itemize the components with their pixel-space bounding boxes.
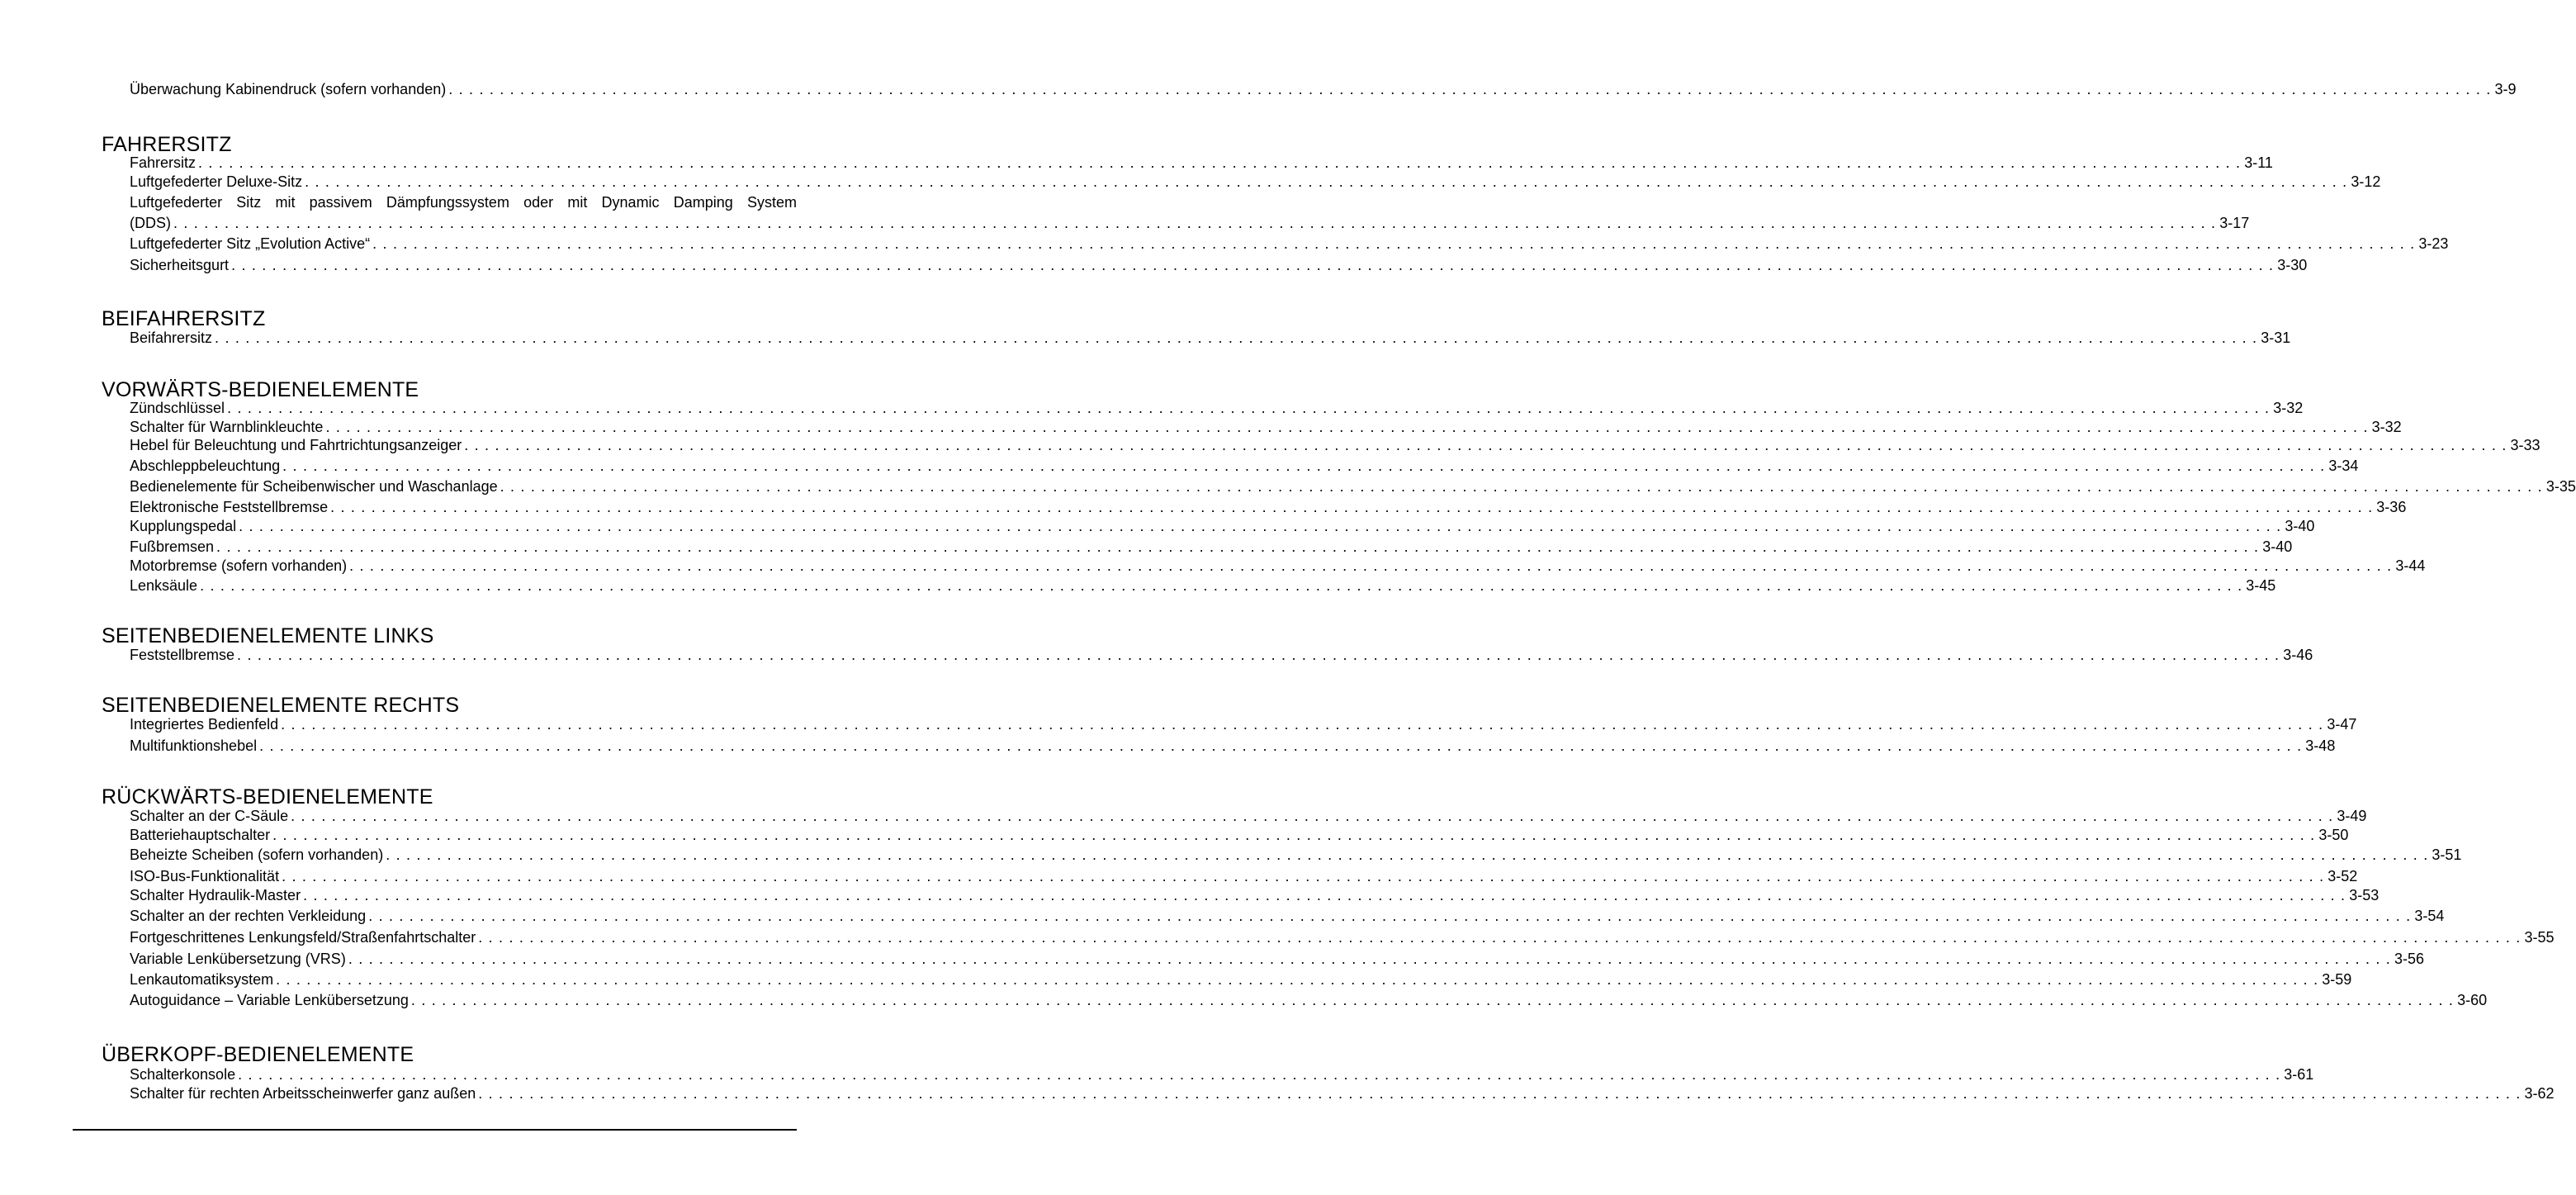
toc-entry-title: Bedienelemente für Scheibenwischer und Waschanlage [130,478,498,495]
toc-entry[interactable] [130,154,2273,172]
toc-entry-page: 3-49 [2337,808,2367,824]
toc-entry[interactable] [130,538,2293,556]
dot-leader: . . . . . . . . . . . . . . . . . . . . . . . . . . . . . . . . . . . . . . . . . . . . . . . . . . . . . . . . . . . . . . . . . . . . . . . . . . . . . . . . . . . . . . . . . . . . . . . . . . . . . . . . . . . . . . . . . . . . . . . . . . . . . . . . . . . . . . . . . . . . . . . . . . . . . . . . . . . . . . . . . . . . . . . . . . . . . . . . . . . . . . . . . . . . . . . . . . . . . . . . [215,330,2258,346]
dot-leader: . . . . . . . . . . . . . . . . . . . . . . . . . . . . . . . . . . . . . . . . . . . . . . . . . . . . . . . . . . . . . . . . . . . . . . . . . . . . . . . . . . . . . . . . . . . . . . . . . . . . . . . . . . . . . . . . . . . . . . . . . . . . . . . . . . . . . . . . . . . . . . . . . . . . . . . . . . . . . . . . . . . . . . . . . . . . . . . . . . . . . . . . . . . . . . . . . . . . . . . . [238,1066,2281,1083]
dot-leader: . . . . . . . . . . . . . . . . . . . . . . . . . . . . . . . . . . . . . . . . . . . . . . . . . . . . . . . . . . . . . . . . . . . . . . . . . . . . . . . . . . . . . . . . . . . . . . . . . . . . . . . . . . . . . . . . . . . . . . . . . . . . . . . . . . . . . . . . . . . . . . . . . . . . . . . . . . . . . . . . . . . . . . . . . . . . . . . . . . . . . . . . . . . . . . . . . . . . . . . . [500,478,2543,495]
dot-leader: . . . . . . . . . . . . . . . . . . . . . . . . . . . . . . . . . . . . . . . . . . . . . . . . . . . . . . . . . . . . . . . . . . . . . . . . . . . . . . . . . . . . . . . . . . . . . . . . . . . . . . . . . . . . . . . . . . . . . . . . . . . . . . . . . . . . . . . . . . . . . . . . . . . . . . . . . . . . . . . . . . . . . . . . . . . . . . . . . . . . . . . . . . . . . . . . . . . . . . . . [303,887,2346,903]
toc-entry[interactable] [130,436,2540,454]
toc-entry-title: Schalterkonsole [130,1066,236,1083]
toc-entry-page: 3-47 [2327,716,2357,733]
dot-leader: . . . . . . . . . . . . . . . . . . . . . . . . . . . . . . . . . . . . . . . . . . . . . . . . . . . . . . . . . . . . . . . . . . . . . . . . . . . . . . . . . . . . . . . . . . . . . . . . . . . . . . . . . . . . . . . . . . . . . . . . . . . . . . . . . . . . . . . . . . . . . . . . . . . . . . . . . . . . . . . . . . . . . . . . . . . . . . . . . . . . . . . . . . . . . . . . . . . . . . . . [386,846,2429,863]
dot-leader: . . . . . . . . . . . . . . . . . . . . . . . . . . . . . . . . . . . . . . . . . . . . . . . . . . . . . . . . . . . . . . . . . . . . . . . . . . . . . . . . . . . . . . . . . . . . . . . . . . . . . . . . . . . . . . . . . . . . . . . . . . . . . . . . . . . . . . . . . . . . . . . . . . . . . . . . . . . . . . . . . . . . . . . . . . . . . . . . . . . . . . . . . . . . . . . . . . . . . . . . [282,868,2325,884]
toc-entry[interactable] [130,807,2367,825]
toc-entry-title: Schalter an der C-Säule [130,808,289,824]
toc-entry-page: 3-44 [2395,557,2426,574]
toc-entry-title: Lenksäule [130,577,198,594]
toc-entry-page: 3-46 [2283,647,2313,663]
toc-entry-title: Motorbremse (sofern vorhanden) [130,557,348,574]
toc-entry-title: Schalter für Warnblinkleuchte [130,419,324,435]
toc-entry[interactable] [130,517,2315,535]
dot-leader: . . . . . . . . . . . . . . . . . . . . . . . . . . . . . . . . . . . . . . . . . . . . . . . . . . . . . . . . . . . . . . . . . . . . . . . . . . . . . . . . . . . . . . . . . . . . . . . . . . . . . . . . . . . . . . . . . . . . . . . . . . . . . . . . . . . . . . . . . . . . . . . . . . . . . . . . . . . . . . . . . . . . . . . . . . . . . . . . . . . . . . . . . . . . . . . . . . . . . . . . [200,577,2243,594]
toc-entry-title-cont: (DDS) [130,215,171,231]
toc-entry-title: Überwachung Kabinendruck (sofern vorhanden) [130,81,447,97]
toc-entry[interactable] [130,557,2426,575]
dot-leader: . . . . . . . . . . . . . . . . . . . . . . . . . . . . . . . . . . . . . . . . . . . . . . . . . . . . . . . . . . . . . . . . . . . . . . . . . . . . . . . . . . . . . . . . . . . . . . . . . . . . . . . . . . . . . . . . . . . . . . . . . . . . . . . . . . . . . . . . . . . . . . . . . . . . . . . . . . . . . . . . . . . . . . . . . . . . . . . . . . . . . . . . . . . . . . . . . . . . . . . . [272,827,2316,843]
section-heading: RÜCKWÄRTS-BEDIENELEMENTE [102,785,433,809]
toc-entry-title: Variable Lenkübersetzung (VRS) [130,951,346,967]
dot-leader: . . . . . . . . . . . . . . . . . . . . . . . . . . . . . . . . . . . . . . . . . . . . . . . . . . . . . . . . . . . . . . . . . . . . . . . . . . . . . . . . . . . . . . . . . . . . . . . . . . . . . . . . . . . . . . . . . . . . . . . . . . . . . . . . . . . . . . . . . . . . . . . . . . . . . . . . . . . . . . . . . . . . . . . . . . . . . . . . . . . . . . . . . . . . . . . . . . . . . . . . [282,458,2326,474]
toc-entry[interactable] [130,907,2445,925]
footer-rule [73,1129,797,1131]
toc-entry-title: Batteriehauptschalter [130,827,271,843]
toc-entry-page: 3-55 [2524,929,2555,946]
toc-entry-title: Feststellbremse [130,647,235,663]
toc-entry-title: Fahrersitz [130,154,197,171]
section-heading: ÜBERKOPF-BEDIENELEMENTE [102,1043,414,1066]
toc-entry-page: 3-23 [2418,235,2449,252]
toc-entry-title: Fortgeschrittenes Lenkungsfeld/Straßenfahrtschalter [130,929,476,946]
dot-leader: . . . . . . . . . . . . . . . . . . . . . . . . . . . . . . . . . . . . . . . . . . . . . . . . . . . . . . . . . . . . . . . . . . . . . . . . . . . . . . . . . . . . . . . . . . . . . . . . . . . . . . . . . . . . . . . . . . . . . . . . . . . . . . . . . . . . . . . . . . . . . . . . . . . . . . . . . . . . . . . . . . . . . . . . . . . . . . . . . . . . . . . . . . . . . . . . . . . . . . . . [259,737,2303,754]
toc-entry-title: Kupplungspedal [130,518,237,534]
toc-entry-page: 3-11 [2244,154,2273,171]
toc-entry[interactable] [130,498,2407,516]
dot-leader: . . . . . . . . . . . . . . . . . . . . . . . . . . . . . . . . . . . . . . . . . . . . . . . . . . . . . . . . . . . . . . . . . . . . . . . . . . . . . . . . . . . . . . . . . . . . . . . . . . . . . . . . . . . . . . . . . . . . . . . . . . . . . . . . . . . . . . . . . . . . . . . . . . . . . . . . . . . . . . . . . . . . . . . . . . . . . . . . . . . . . . . . . . . . . . . . . . . . . . . . [231,257,2275,273]
toc-entry[interactable] [130,329,2291,347]
toc-entry-title: Elektronische Feststellbremse [130,499,329,515]
toc-entry-page: 3-59 [2322,971,2352,988]
toc-entry-page: 3-30 [2277,257,2308,273]
toc-entry-title: Multifunktionshebel [130,737,258,754]
toc-entry-title: ISO-Bus-Funktionalität [130,868,280,884]
toc-entry[interactable] [130,846,2462,864]
dot-leader: . . . . . . . . . . . . . . . . . . . . . . . . . . . . . . . . . . . . . . . . . . . . . . . . . . . . . . . . . . . . . . . . . . . . . . . . . . . . . . . . . . . . . . . . . . . . . . . . . . . . . . . . . . . . . . . . . . . . . . . . . . . . . . . . . . . . . . . . . . . . . . . . . . . . . . . . . . . . . . . . . . . . . . . . . . . . . . . . . . . . . . . . . . . . . . . . . . . . . . . . [464,437,2507,453]
dot-leader: . . . . . . . . . . . . . . . . . . . . . . . . . . . . . . . . . . . . . . . . . . . . . . . . . . . . . . . . . . . . . . . . . . . . . . . . . . . . . . . . . . . . . . . . . . . . . . . . . . . . . . . . . . . . . . . . . . . . . . . . . . . . . . . . . . . . . . . . . . . . . . . . . . . . . . . . . . . . . . . . . . . . . . . . . . . . . . . . . . . . . . . . . . . . . . . . . . . . . . . . [291,808,2334,824]
toc-entry-page: 3-35 [2545,478,2576,495]
toc-entry-page: 3-31 [2261,330,2291,346]
dot-leader: . . . . . . . . . . . . . . . . . . . . . . . . . . . . . . . . . . . . . . . . . . . . . . . . . . . . . . . . . . . . . . . . . . . . . . . . . . . . . . . . . . . . . . . . . . . . . . . . . . . . . . . . . . . . . . . . . . . . . . . . . . . . . . . . . . . . . . . . . . . . . . . . . . . . . . . . . . . . . . . . . . . . . . . . . . . . . . . . . . . . . . . . . . . . . . . . . . . . . . . . [325,419,2369,435]
toc-entry[interactable] [130,399,2304,417]
toc-entry-page: 3-48 [2305,737,2336,754]
dot-leader: . . . . . . . . . . . . . . . . . . . . . . . . . . . . . . . . . . . . . . . . . . . . . . . . . . . . . . . . . . . . . . . . . . . . . . . . . . . . . . . . . . . . . . . . . . . . . . . . . . . . . . . . . . . . . . . . . . . . . . . . . . . . . . . . . . . . . . . . . . . . . . . . . . . . . . . . . . . . . . . . . . . . . . . . . . . . . . . . . . . . . . . . . . . . . . . . . . . . . . . . [372,235,2416,252]
toc-entry-page: 3-9 [2494,81,2517,97]
dot-leader: . . . . . . . . . . . . . . . . . . . . . . . . . . . . . . . . . . . . . . . . . . . . . . . . . . . . . . . . . . . . . . . . . . . . . . . . . . . . . . . . . . . . . . . . . . . . . . . . . . . . . . . . . . . . . . . . . . . . . . . . . . . . . . . . . . . . . . . . . . . . . . . . . . . . . . . . . . . . . . . . . . . . . . . . . . . . . . . . . . . . . . . . . . . . . . . . . . . . . . . . [330,499,2374,515]
toc-entry-continuation [130,214,2250,232]
section-heading: FAHRERSITZ [102,133,232,156]
toc-entry-page: 3-32 [2371,419,2402,435]
toc-entry-page: 3-62 [2524,1085,2555,1102]
toc-entry[interactable] [130,173,2381,191]
dot-leader: . . . . . . . . . . . . . . . . . . . . . . . . . . . . . . . . . . . . . . . . . . . . . . . . . . . . . . . . . . . . . . . . . . . . . . . . . . . . . . . . . . . . . . . . . . . . . . . . . . . . . . . . . . . . . . . . . . . . . . . . . . . . . . . . . . . . . . . . . . . . . . . . . . . . . . . . . . . . . . . . . . . . . . . . . . . . . . . . . . . . . . . . . . . . . . . . . . . . . . . . [237,647,2280,663]
toc-entry-page: 3-32 [2273,400,2304,416]
toc-entry-title: Luftgefederter Sitz mit passivem Dämpfungssystem oder mit Dynamic Damping System [130,194,797,211]
dot-leader: . . . . . . . . . . . . . . . . . . . . . . . . . . . . . . . . . . . . . . . . . . . . . . . . . . . . . . . . . . . . . . . . . . . . . . . . . . . . . . . . . . . . . . . . . . . . . . . . . . . . . . . . . . . . . . . . . . . . . . . . . . . . . . . . . . . . . . . . . . . . . . . . . . . . . . . . . . . . . . . . . . . . . . . . . . . . . . . . . . . . . . . . . . . . . . . . . . . . . . . . [239,518,2282,534]
toc-entry[interactable] [130,991,2488,1009]
dot-leader: . . . . . . . . . . . . . . . . . . . . . . . . . . . . . . . . . . . . . . . . . . . . . . . . . . . . . . . . . . . . . . . . . . . . . . . . . . . . . . . . . . . . . . . . . . . . . . . . . . . . . . . . . . . . . . . . . . . . . . . . . . . . . . . . . . . . . . . . . . . . . . . . . . . . . . . . . . . . . . . . . . . . . . . . . . . . . . . . . . . . . . . . . . . . . . . . . . . . . . . . [348,951,2392,967]
toc-entry-page: 3-53 [2349,887,2379,903]
toc-entry-page: 3-61 [2284,1066,2314,1083]
dot-leader: . . . . . . . . . . . . . . . . . . . . . . . . . . . . . . . . . . . . . . . . . . . . . . . . . . . . . . . . . . . . . . . . . . . . . . . . . . . . . . . . . . . . . . . . . . . . . . . . . . . . . . . . . . . . . . . . . . . . . . . . . . . . . . . . . . . . . . . . . . . . . . . . . . . . . . . . . . . . . . . . . . . . . . . . . . . . . . . . . . . . . . . . . . . . . . . . . . . . . . . . [281,716,2324,733]
toc-entry-page: 3-12 [2351,173,2381,190]
toc-entry-page: 3-36 [2376,499,2407,515]
toc-entry[interactable] [130,1084,2555,1103]
toc-entry-title: Luftgefederter Deluxe-Sitz [130,173,303,190]
toc-entry[interactable] [130,970,2352,989]
toc-entry[interactable] [130,576,2276,595]
section-heading: SEITENBEDIENELEMENTE LINKS [102,624,434,647]
toc-entry-page: 3-52 [2327,868,2358,884]
toc-entry-page: 3-54 [2414,908,2445,924]
toc-entry-page: 3-56 [2394,951,2425,967]
toc-entry[interactable] [130,950,2425,968]
toc-entry-title: Fußbremsen [130,538,215,555]
dot-leader: . . . . . . . . . . . . . . . . . . . . . . . . . . . . . . . . . . . . . . . . . . . . . . . . . . . . . . . . . . . . . . . . . . . . . . . . . . . . . . . . . . . . . . . . . . . . . . . . . . . . . . . . . . . . . . . . . . . . . . . . . . . . . . . . . . . . . . . . . . . . . . . . . . . . . . . . . . . . . . . . . . . . . . . . . . . . . . . . . . . . . . . . . . . . . . . . . . . . . . . . [410,992,2455,1008]
toc-entry-title: Zündschlüssel [130,400,225,416]
toc-entry-page: 3-40 [2285,518,2315,534]
toc-entry[interactable] [130,886,2379,904]
section-heading: BEIFAHRERSITZ [102,307,266,330]
toc-entry-title: Beheizte Scheiben (sofern vorhanden) [130,846,384,863]
toc-entry-page: 3-17 [2219,215,2250,231]
toc-entry-page: 3-34 [2328,458,2359,474]
dot-leader: . . . . . . . . . . . . . . . . . . . . . . . . . . . . . . . . . . . . . . . . . . . . . . . . . . . . . . . . . . . . . . . . . . . . . . . . . . . . . . . . . . . . . . . . . . . . . . . . . . . . . . . . . . . . . . . . . . . . . . . . . . . . . . . . . . . . . . . . . . . . . . . . . . . . . . . . . . . . . . . . . . . . . . . . . . . . . . . . . . . . . . . . . . . . . . . . . . . . . . . . [478,1085,2522,1102]
toc-entry[interactable] [130,737,2336,755]
section-heading: VORWÄRTS-BEDIENELEMENTE [102,378,419,401]
dot-leader: . . . . . . . . . . . . . . . . . . . . . . . . . . . . . . . . . . . . . . . . . . . . . . . . . . . . . . . . . . . . . . . . . . . . . . . . . . . . . . . . . . . . . . . . . . . . . . . . . . . . . . . . . . . . . . . . . . . . . . . . . . . . . . . . . . . . . . . . . . . . . . . . . . . . . . . . . . . . . . . . . . . . . . . . . . . . . . . . . . . . . . . . . . . . . . . . . . . . . . . . [227,400,2271,416]
toc-entry[interactable] [130,1065,2314,1084]
toc-entry-title: Abschleppbeleuchtung [130,458,281,474]
dot-leader: . . . . . . . . . . . . . . . . . . . . . . . . . . . . . . . . . . . . . . . . . . . . . . . . . . . . . . . . . . . . . . . . . . . . . . . . . . . . . . . . . . . . . . . . . . . . . . . . . . . . . . . . . . . . . . . . . . . . . . . . . . . . . . . . . . . . . . . . . . . . . . . . . . . . . . . . . . . . . . . . . . . . . . . . . . . . . . . . . . . . . . . . . . . . . . . . . . . . . . . . [216,538,2260,555]
toc-entry[interactable] [130,457,2359,475]
toc-entry-title: Sicherheitsgurt [130,257,230,273]
toc-entry[interactable] [130,867,2358,885]
dot-leader: . . . . . . . . . . . . . . . . . . . . . . . . . . . . . . . . . . . . . . . . . . . . . . . . . . . . . . . . . . . . . . . . . . . . . . . . . . . . . . . . . . . . . . . . . . . . . . . . . . . . . . . . . . . . . . . . . . . . . . . . . . . . . . . . . . . . . . . . . . . . . . . . . . . . . . . . . . . . . . . . . . . . . . . . . . . . . . . . . . . . . . . . . . . . . . . . . . . . . . . . [305,173,2348,190]
toc-entry-title: Luftgefederter Sitz „Evolution Active“ [130,235,371,252]
toc-entry-title: Schalter für rechten Arbeitsscheinwerfer ganz außen [130,1085,476,1102]
toc-entry[interactable] [130,256,2308,274]
toc-entry-page: 3-50 [2318,827,2349,843]
toc-entry-title: Schalter an der rechten Verkleidung [130,908,367,924]
toc-entry[interactable] [130,646,2313,664]
dot-leader: . . . . . . . . . . . . . . . . . . . . . . . . . . . . . . . . . . . . . . . . . . . . . . . . . . . . . . . . . . . . . . . . . . . . . . . . . . . . . . . . . . . . . . . . . . . . . . . . . . . . . . . . . . . . . . . . . . . . . . . . . . . . . . . . . . . . . . . . . . . . . . . . . . . . . . . . . . . . . . . . . . . . . . . . . . . . . . . . . . . . . . . . . . . . . . . . . . . . . . . . [276,971,2319,988]
toc-entry-page: 3-40 [2262,538,2293,555]
dot-leader: . . . . . . . . . . . . . . . . . . . . . . . . . . . . . . . . . . . . . . . . . . . . . . . . . . . . . . . . . . . . . . . . . . . . . . . . . . . . . . . . . . . . . . . . . . . . . . . . . . . . . . . . . . . . . . . . . . . . . . . . . . . . . . . . . . . . . . . . . . . . . . . . . . . . . . . . . . . . . . . . . . . . . . . . . . . . . . . . . . . . . . . . . . . . . . . . . . . . . . . . [198,154,2242,171]
toc-entry-title: Integriertes Bedienfeld [130,716,279,733]
toc-entry-title: Hebel für Beleuchtung und Fahrtrichtungsanzeiger [130,437,462,453]
dot-leader: . . . . . . . . . . . . . . . . . . . . . . . . . . . . . . . . . . . . . . . . . . . . . . . . . . . . . . . . . . . . . . . . . . . . . . . . . . . . . . . . . . . . . . . . . . . . . . . . . . . . . . . . . . . . . . . . . . . . . . . . . . . . . . . . . . . . . . . . . . . . . . . . . . . . . . . . . . . . . . . . . . . . . . . . . . . . . . . . . . . . . . . . . . . . . . . . . . . . . . . . [448,81,2492,97]
toc-entry[interactable] [130,928,2555,946]
toc-entry[interactable] [130,193,2250,232]
toc-entry-title: Autoguidance – Variable Lenkübersetzung [130,992,409,1008]
dot-leader: . . . . . . . . . . . . . . . . . . . . . . . . . . . . . . . . . . . . . . . . . . . . . . . . . . . . . . . . . . . . . . . . . . . . . . . . . . . . . . . . . . . . . . . . . . . . . . . . . . . . . . . . . . . . . . . . . . . . . . . . . . . . . . . . . . . . . . . . . . . . . . . . . . . . . . . . . . . . . . . . . . . . . . . . . . . . . . . . . . . . . . . . . . . . . . . . . . . . . . . . [478,929,2522,946]
toc-entry-page: 3-33 [2510,437,2540,453]
toc-entry[interactable] [130,826,2349,844]
dot-leader: . . . . . . . . . . . . . . . . . . . . . . . . . . . . . . . . . . . . . . . . . . . . . . . . . . . . . . . . . . . . . . . . . . . . . . . . . . . . . . . . . . . . . . . . . . . . . . . . . . . . . . . . . . . . . . . . . . . . . . . . . . . . . . . . . . . . . . . . . . . . . . . . . . . . . . . . . . . . . . . . . . . . . . . . . . . . . . . . . . . . . . . . . . . . . . . . . . . . . . . . [349,557,2393,574]
toc-entry[interactable] [130,80,2517,98]
toc-entry[interactable] [130,418,2402,436]
toc-entry-page: 3-51 [2432,846,2462,863]
toc-entry[interactable] [130,715,2357,733]
toc-entry-page: 3-60 [2457,992,2488,1008]
toc-entry[interactable] [130,477,2576,496]
toc-entry-page: 3-45 [2246,577,2276,594]
dot-leader: . . . . . . . . . . . . . . . . . . . . . . . . . . . . . . . . . . . . . . . . . . . . . . . . . . . . . . . . . . . . . . . . . . . . . . . . . . . . . . . . . . . . . . . . . . . . . . . . . . . . . . . . . . . . . . . . . . . . . . . . . . . . . . . . . . . . . . . . . . . . . . . . . . . . . . . . . . . . . . . . . . . . . . . . . . . . . . . . . . . . . . . . . . . . . . . . . . . . . . . . [173,215,2217,231]
toc-entry[interactable] [130,235,2449,253]
section-heading: SEITENBEDIENELEMENTE RECHTS [102,694,460,717]
toc-entry-title: Beifahrersitz [130,330,213,346]
toc-entry-title: Lenkautomatiksystem [130,971,274,988]
toc-entry-title: Schalter Hydraulik-Master [130,887,301,903]
dot-leader: . . . . . . . . . . . . . . . . . . . . . . . . . . . . . . . . . . . . . . . . . . . . . . . . . . . . . . . . . . . . . . . . . . . . . . . . . . . . . . . . . . . . . . . . . . . . . . . . . . . . . . . . . . . . . . . . . . . . . . . . . . . . . . . . . . . . . . . . . . . . . . . . . . . . . . . . . . . . . . . . . . . . . . . . . . . . . . . . . . . . . . . . . . . . . . . . . . . . . . . . [368,908,2412,924]
